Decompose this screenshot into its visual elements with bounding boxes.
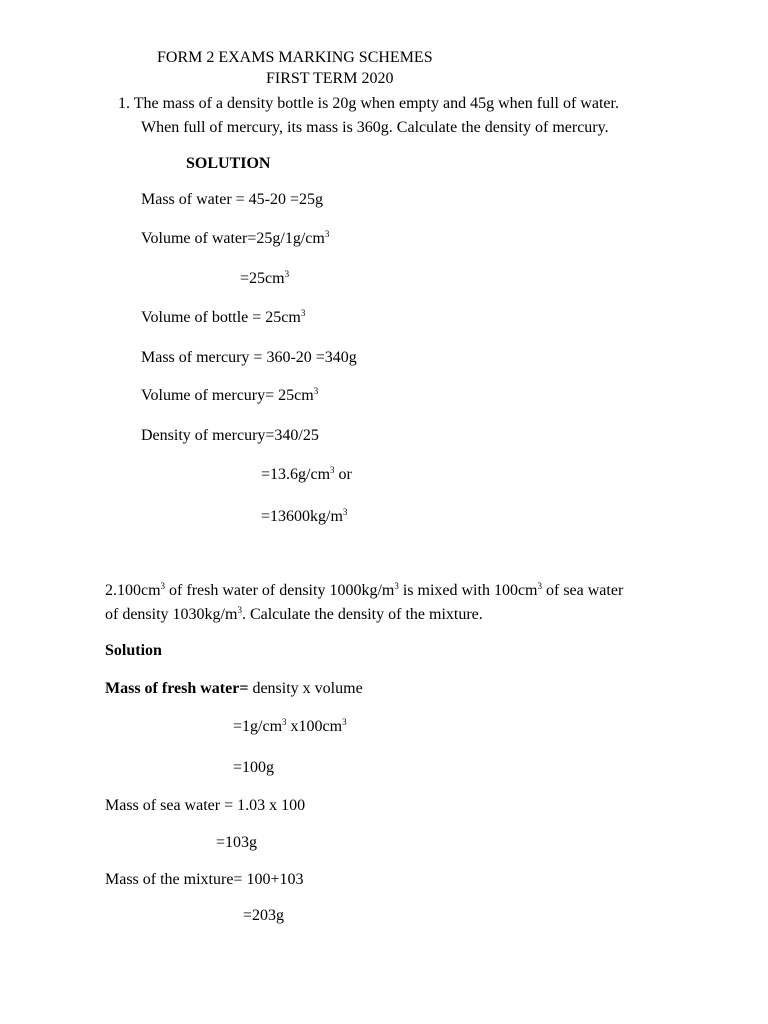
volume-of-water-result: $=25cm^3$ — [240, 269, 290, 287]
fresh-water-result: =100g — [233, 759, 275, 776]
question-1-line-1: 1. The mass of a density bottle is 20g when empty and 45g when full of water. — [118, 95, 619, 112]
mass-of-sea-water: Mass of sea water = 1.03 x 100 — [105, 797, 306, 814]
volume-of-water: Volume of $water=25g/1g/cm^3$ — [141, 229, 330, 247]
density-of-mercury-result: $=13.6g/cm^3$ or — [261, 465, 352, 483]
mixture-result: =203g — [243, 907, 285, 924]
mass-of-mixture: Mass of the mixture= 100+103 — [105, 871, 304, 888]
question-2-line-1: $2.100cm^3$ of fresh water of density $1000kg/m^3$ is mixed with $100cm^3$ of sea water — [105, 581, 624, 599]
document-subtitle: FIRST TERM 2020 — [266, 70, 394, 87]
volume-of-mercury: Volume of mercury= $25cm^3$ — [141, 386, 319, 404]
volume-of-bottle: Volume of bottle = $25cm^3$ — [141, 308, 306, 326]
solution-heading-1: SOLUTION — [186, 155, 271, 172]
sea-water-result: =103g — [216, 834, 258, 851]
mass-of-mercury: Mass of mercury = 360-20 =340g — [141, 349, 357, 366]
fresh-water-calculation: $=1g/cm^3$ $x100cm^3$ — [233, 717, 347, 735]
document-title: FORM 2 EXAMS MARKING SCHEMES — [157, 49, 433, 66]
density-of-mercury-si: $=13600kg/m^3$ — [261, 507, 348, 525]
question-2-line-2: of density $1030kg/m^3$. Calculate the density of the mixture. — [105, 605, 483, 623]
question-1-line-2: When full of mercury, its mass is 360g. Calculate the density of mercury. — [141, 119, 609, 136]
mass-of-water: Mass of water = 45-20 =25g — [141, 191, 324, 208]
solution-heading-2: Solution — [105, 642, 162, 659]
density-of-mercury: Density of mercury=340/25 — [141, 427, 319, 444]
mass-of-fresh-water: Mass of fresh water= density x volume — [105, 680, 363, 697]
